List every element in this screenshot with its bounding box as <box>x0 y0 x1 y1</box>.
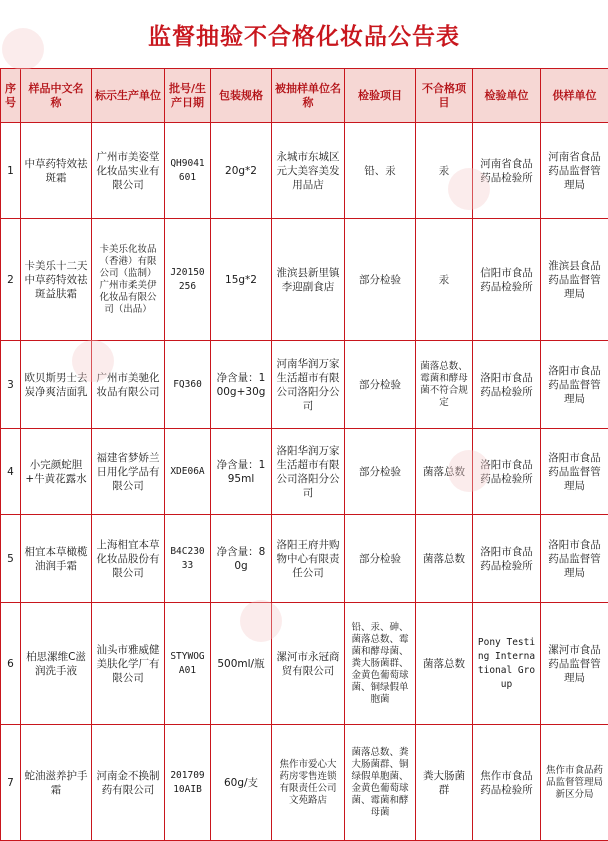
cell-name: 欧贝斯男士去炭净爽洁面乳 <box>21 341 92 429</box>
cell-spec: 20g*2 <box>211 123 272 219</box>
col-header-batch: 批号/生产日期 <box>165 69 211 123</box>
cell-no: 1 <box>1 123 21 219</box>
table-row <box>1 219 608 341</box>
cell-maker: 河南金不换制药有限公司 <box>92 725 165 841</box>
cell-supplier: 漯河市食品药品监督管理局 <box>541 603 608 725</box>
col-header-maker: 标示生产单位 <box>92 69 165 123</box>
cell-batch: QH9041601 <box>165 123 211 219</box>
cell-spec: 60g/支 <box>211 725 272 841</box>
cell-maker: 福建省梦娇兰日用化学品有限公司 <box>92 429 165 515</box>
cell-supplier: 焦作市食品药品监督管理局新区分局 <box>541 725 608 841</box>
col-header-name: 样品中文名称 <box>21 69 92 123</box>
cell-lab: 焦作市食品药品检验所 <box>473 725 541 841</box>
cell-batch: FQ360 <box>165 341 211 429</box>
cell-lab: 信阳市食品药品检验所 <box>473 219 541 341</box>
col-header-spec: 包装规格 <box>211 69 272 123</box>
cell-no: 7 <box>1 725 21 841</box>
cell-batch: 201709 10AIB <box>165 725 211 841</box>
col-header-items: 检验项目 <box>345 69 416 123</box>
cell-no: 4 <box>1 429 21 515</box>
notice-table <box>0 68 608 841</box>
table-row <box>1 725 608 841</box>
table-row <box>1 515 608 603</box>
watermark-logo <box>448 168 490 210</box>
cell-items: 部分检验 <box>345 219 416 341</box>
watermark-logo <box>240 600 282 642</box>
cell-lab: 洛阳市食品药品检验所 <box>473 429 541 515</box>
cell-sampled: 永城市东城区元大美容美发用品店 <box>272 123 345 219</box>
cell-fail: 菌落总数 <box>416 515 473 603</box>
cell-fail: 菌落总数 <box>416 603 473 725</box>
page-title: 监督抽验不合格化妆品公告表 <box>0 0 608 68</box>
cell-sampled: 河南华润万家生活超市有限公司洛阳分公司 <box>272 341 345 429</box>
cell-fail: 汞 <box>416 123 473 219</box>
cell-maker: 广州市美姿堂化妆品实业有限公司 <box>92 123 165 219</box>
cell-sampled: 漯河市永冠商贸有限公司 <box>272 603 345 725</box>
cell-spec: 净含量：80g <box>211 515 272 603</box>
cell-items: 部分检验 <box>345 429 416 515</box>
cell-fail: 粪大肠菌群 <box>416 725 473 841</box>
cell-sampled: 洛阳王府井购物中心有限责任公司 <box>272 515 345 603</box>
watermark-logo <box>2 28 44 70</box>
cell-lab: 洛阳市食品药品检验所 <box>473 515 541 603</box>
cell-no: 6 <box>1 603 21 725</box>
cell-maker: 上海相宜本草化妆品股份有限公司 <box>92 515 165 603</box>
cell-spec: 15g*2 <box>211 219 272 341</box>
cell-batch: STYWOGA01 <box>165 603 211 725</box>
cell-name: 柏思漯维C滋润洗手液 <box>21 603 92 725</box>
cell-no: 5 <box>1 515 21 603</box>
cell-fail: 菌落总数 <box>416 429 473 515</box>
cell-maker: 广州市美驰化妆品有限公司 <box>92 341 165 429</box>
cell-no: 3 <box>1 341 21 429</box>
cell-supplier: 洛阳市食品药品监督管理局 <box>541 429 608 515</box>
table-row <box>1 123 608 219</box>
col-header-lab: 检验单位 <box>473 69 541 123</box>
cell-supplier: 河南省食品药品监督管理局 <box>541 123 608 219</box>
cell-items: 部分检验 <box>345 341 416 429</box>
watermark-logo <box>72 340 114 382</box>
cell-items: 部分检验 <box>345 515 416 603</box>
cell-items: 铅、汞、砷、菌落总数、霉菌和酵母菌、粪大肠菌群、金黄色葡萄球菌、铜绿假单胞菌 <box>345 603 416 725</box>
cell-maker: 汕头市雅威健美肤化学厂有限公司 <box>92 603 165 725</box>
cell-supplier: 淮滨县食品药品监督管理局 <box>541 219 608 341</box>
col-header-sampled: 被抽样单位名称 <box>272 69 345 123</box>
cell-name: 小完颜蛇胆+牛黄花露水 <box>21 429 92 515</box>
cell-fail: 菌落总数、霉菌和酵母菌不符合规定 <box>416 341 473 429</box>
cell-items: 菌落总数、粪大肠菌群、铜绿假单胞菌、金黄色葡萄球菌、霉菌和酵母菌 <box>345 725 416 841</box>
cell-name: 相宜本草橄榄油润手霜 <box>21 515 92 603</box>
cell-spec: 净含量：195ml <box>211 429 272 515</box>
cell-items: 铅、汞 <box>345 123 416 219</box>
cell-name: 蛇油滋养护手霜 <box>21 725 92 841</box>
col-header-fail: 不合格项目 <box>416 69 473 123</box>
cell-sampled: 焦作市爱心大药房零售连锁有限责任公司文苑路店 <box>272 725 345 841</box>
col-header-no: 序号 <box>1 69 21 123</box>
col-header-supplier: 供样单位 <box>541 69 608 123</box>
cell-maker: 卡美乐化妆品（香港）有限公司（监制）广州市柔美伊化妆品有限公司（出品） <box>92 219 165 341</box>
cell-supplier: 洛阳市食品药品监督管理局 <box>541 515 608 603</box>
cell-spec: 净含量：100g+30g <box>211 341 272 429</box>
cell-fail: 汞 <box>416 219 473 341</box>
cell-batch: XDE06A <box>165 429 211 515</box>
header-row <box>1 69 608 123</box>
cell-name: 中草药特效祛斑霜 <box>21 123 92 219</box>
cell-no: 2 <box>1 219 21 341</box>
cell-lab: Pony Testing International Group <box>473 603 541 725</box>
table-row <box>1 603 608 725</box>
cell-sampled: 淮滨县新里镇李迎副食店 <box>272 219 345 341</box>
watermark-logo <box>448 450 490 492</box>
cell-batch: J20150256 <box>165 219 211 341</box>
table-row <box>1 429 608 515</box>
cell-batch: B4C23033 <box>165 515 211 603</box>
cell-sampled: 洛阳华润万家生活超市有限公司洛阳分公司 <box>272 429 345 515</box>
cell-spec: 500ml/瓶 <box>211 603 272 725</box>
cell-lab: 河南省食品药品检验所 <box>473 123 541 219</box>
cell-supplier: 洛阳市食品药品监督管理局 <box>541 341 608 429</box>
cell-name: 卡美乐十二天中草药特效祛斑益肤霜 <box>21 219 92 341</box>
cell-lab: 洛阳市食品药品检验所 <box>473 341 541 429</box>
